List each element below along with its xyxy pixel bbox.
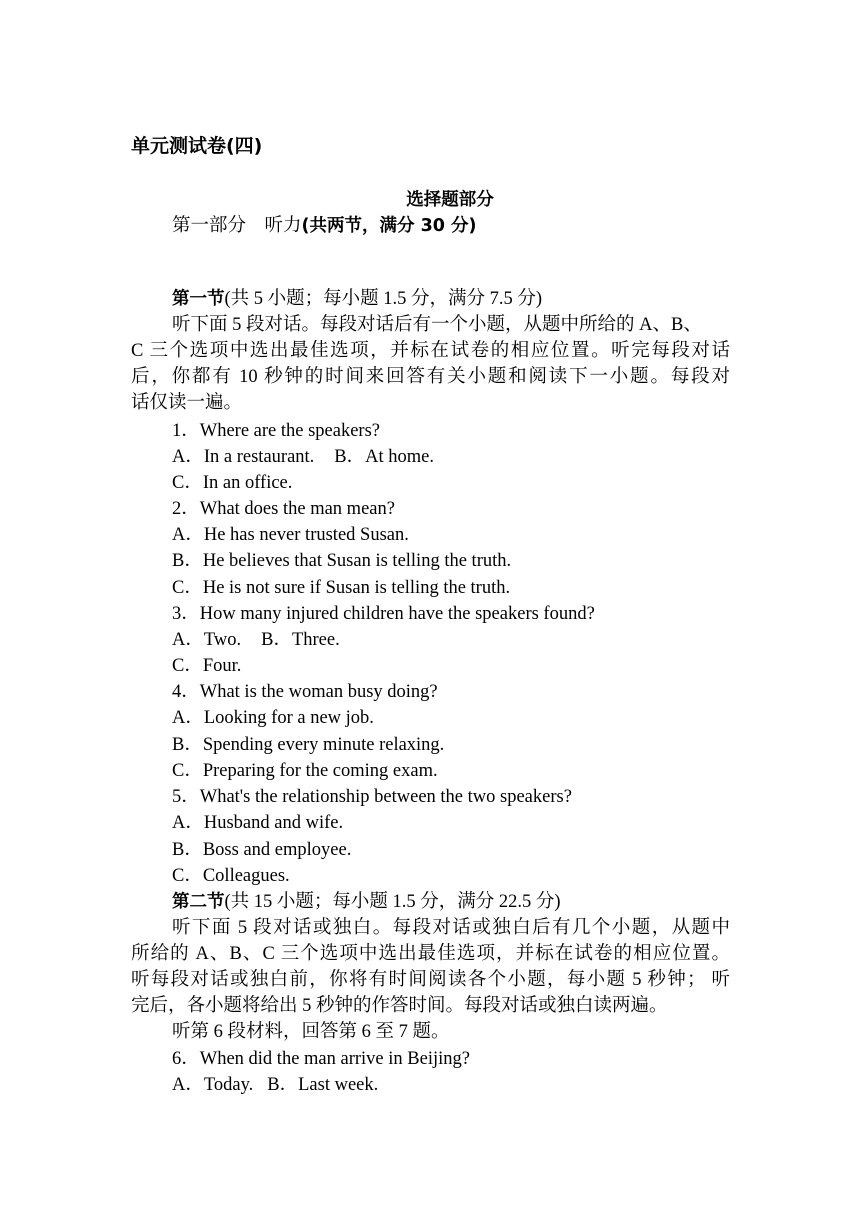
section2-heading-rest: (共 15 小题；每小题 1.5 分，满分 22.5 分) [224, 892, 561, 912]
question-5-option-c: C．Colleagues. [172, 866, 290, 886]
question-3-option-c: C．Four. [172, 656, 242, 676]
question-4-option-b: B．Spending every minute relaxing. [172, 735, 445, 755]
material-note: 听第 6 段材料，回答第 6 至 7 题。 [172, 1022, 450, 1042]
question-6-stem: 6．When did the man arrive in Beijing? [172, 1049, 470, 1069]
section2-instruction-line: 所给的 A、B、C 三个选项中选出最佳选项，并标在试卷的相应位置。 [131, 944, 730, 964]
section1-instruction-line: 听下面 5 段对话。每段对话后有一个小题，从题中所给的 A、B、 [172, 315, 702, 335]
question-3-stem: 3．How many injured children have the speakers found? [172, 604, 595, 624]
question-4-option-a: A．Looking for a new job. [172, 708, 374, 728]
question-6-option-b: B．Last week. [267, 1075, 379, 1095]
question-4-option-c: C．Preparing for the coming exam. [172, 761, 438, 781]
question-5-option-a: A．Husband and wife. [172, 813, 344, 833]
part1-prefix: 第一部分 听力 [172, 216, 302, 236]
section1-instruction-line: 后，你都有 10 秒钟的时间来回答有关小题和阅读下一小题。每段对 [131, 367, 730, 387]
question-6-options-ab [172, 1072, 378, 1098]
question-1-option-c: C．In an office. [172, 473, 293, 493]
question-1-options-ab [172, 444, 434, 470]
part1-bold: (共两节，满分 30 分) [301, 216, 477, 236]
question-5-stem: 5．What's the relationship between the two speakers? [172, 787, 572, 807]
question-2-option-c: C．He is not sure if Susan is telling the truth. [172, 578, 511, 598]
question-2-option-a: A．He has never trusted Susan. [172, 525, 409, 545]
section1-instruction-line: 话仅读一遍。 [131, 393, 243, 413]
section2-heading [172, 889, 561, 915]
question-6-option-a: A．Today. [172, 1075, 254, 1095]
question-5-option-b: B．Boss and employee. [172, 840, 352, 860]
part1-heading [172, 213, 477, 239]
question-3-option-b: B．Three. [261, 630, 340, 650]
part-heading: 选择题部分 [406, 190, 494, 210]
question-1-option-b: B．At home. [334, 447, 434, 467]
question-2-option-b: B．He believes that Susan is telling the truth. [172, 551, 512, 571]
question-3-options-ab [172, 627, 340, 653]
section2-heading-bold: 第二节 [172, 892, 225, 912]
section1-instruction-line: C 三个选项中选出最佳选项，并标在试卷的相应位置。听完每段对话 [131, 341, 730, 361]
question-3-option-a: A．Two. [172, 630, 242, 650]
question-4-stem: 4．What is the woman busy doing? [172, 682, 438, 702]
page-title: 单元测试卷(四) [131, 135, 263, 157]
section2-instruction-line: 听每段对话或独白前，你将有时间阅读各个小题，每小题 5 秒钟； 听 [131, 970, 730, 990]
section2-instruction-line: 完后，各小题将给出 5 秒钟的作答时间。每段对话或独白读两遍。 [131, 996, 668, 1016]
question-1-option-a: A．In a restaurant. [172, 447, 315, 467]
section1-heading [172, 286, 542, 312]
section2-instruction-line: 听下面 5 段对话或独白。每段对话或独白后有几个小题，从题中 [172, 918, 730, 938]
question-1-stem: 1．Where are the speakers? [172, 421, 381, 441]
section1-heading-rest: (共 5 小题；每小题 1.5 分，满分 7.5 分) [224, 289, 543, 309]
question-2-stem: 2．What does the man mean? [172, 499, 395, 519]
section1-heading-bold: 第一节 [172, 289, 225, 309]
